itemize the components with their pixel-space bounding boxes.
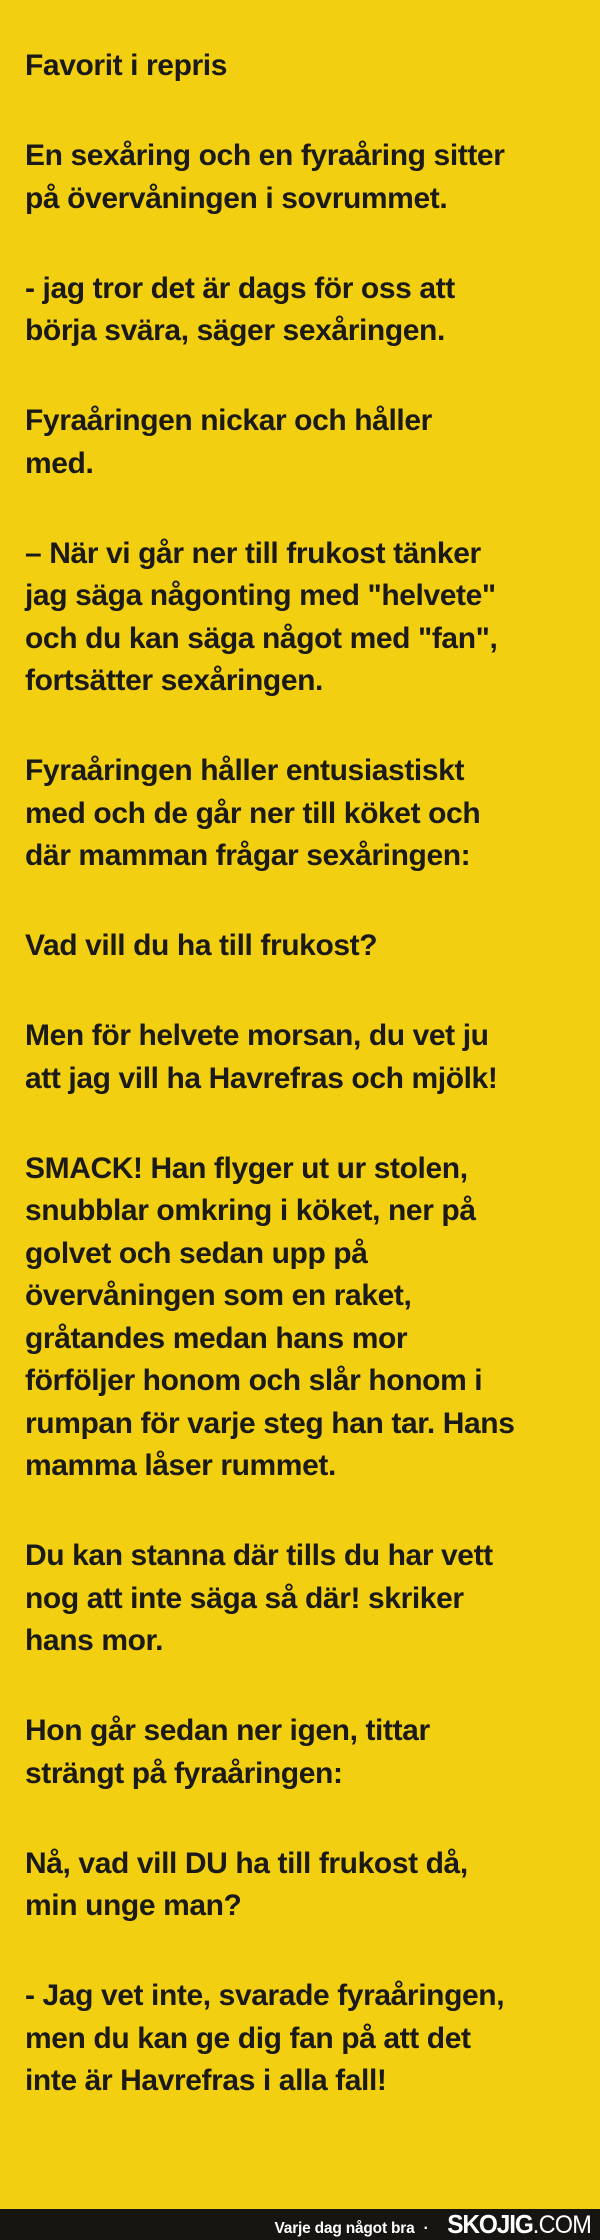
joke-paragraph: Vad vill du ha till frukost? bbox=[25, 929, 378, 962]
brand-name: SKOJIG bbox=[447, 2209, 533, 2239]
joke-paragraph: SMACK! Han flyger ut ur stolen, snubblar omkring i köket, ner på golvet och sedan upp på övervåningen som en raket, gråtandes medan hans mor förföljer honom och slår honom i rumpan för varje steg han tar. Hans mamma låser rummet. bbox=[25, 1151, 515, 1482]
footer-separator-dot: · bbox=[423, 2220, 429, 2237]
joke-paragraph: Men för helvete morsan, du vet ju att jag vill ha Havrefras och mjölk! bbox=[25, 1019, 498, 1095]
joke-paragraph: Fyraåringen nickar och håller med. bbox=[25, 404, 432, 480]
joke-paragraph: Du kan stanna där tills du har vett nog att inte säga så där! skriker hans mor. bbox=[25, 1539, 493, 1657]
brand-suffix: .COM bbox=[532, 2211, 591, 2239]
joke-title: Favorit i repris bbox=[25, 49, 228, 82]
joke-paragraph: Hon går sedan ner igen, tittar strängt på fyraåringen: bbox=[25, 1714, 430, 1790]
joke-paragraph: Fyraåringen håller entusiastiskt med och de går ner till köket och där mamman frågar sexåringen: bbox=[25, 754, 481, 872]
joke-paragraph: - Jag vet inte, svarade fyraåringen, men du kan ge dig fan på att det inte är Havrefras i alla fall! bbox=[25, 1979, 505, 2097]
joke-paragraph: – När vi går ner till frukost tänker jag säga någonting med "helvete" och du kan säga något med "fan", fortsätter sexåringen. bbox=[25, 536, 498, 697]
brand-logo bbox=[447, 2210, 591, 2240]
footer-tagline: Varje dag något bra bbox=[274, 2220, 415, 2237]
joke-paragraph: - jag tror det är dags för oss att börja svära, säger sexåringen. bbox=[25, 271, 455, 347]
joke-paragraphs bbox=[25, 135, 582, 2103]
joke-paragraph: Nå, vad vill DU ha till frukost då, min unge man? bbox=[25, 1846, 468, 1922]
footer-bar bbox=[0, 2209, 600, 2240]
joke-paragraph: En sexåring och en fyraåring sitter på övervåningen i sovrummet. bbox=[25, 139, 505, 215]
